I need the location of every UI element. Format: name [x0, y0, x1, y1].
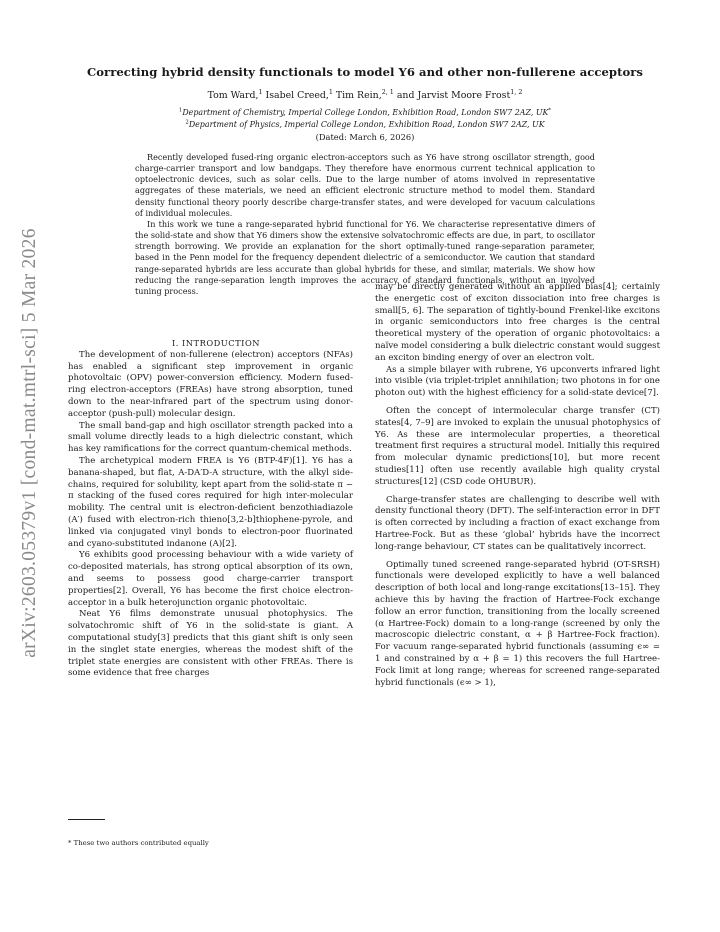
affiliation-number: 1 [178, 107, 183, 114]
body-paragraph: Charge-transfer states are challenging to describe well with density functional theory (DFT). The self-interaction error in DFT is often corrected by including a fraction of exact exchange from Hartree-Fock. But as these ‘global’ hybrids have the incorrect long-range behaviour, CT states can be qualitatively incorrect. [375, 494, 660, 552]
section-heading: I. INTRODUCTION [171, 338, 261, 348]
body-paragraph: Often the concept of intermolecular charge transfer (CT) states[4, 7–9] are invoked to explain the unusual photophysics of Y6. As these are intermolecular properties, a theoretical treatment first requires a structural model. Initially this required from molecular dynamic predictions[10], but more recent studies[11] often use recently available high quality crystal structures[12] (CSD code OHUBUR). [375, 405, 660, 487]
footnote-rule [68, 819, 105, 820]
author-affiliation-mark: 1 [328, 87, 333, 96]
abstract [135, 152, 595, 297]
footnote: * These two authors contributed equally [68, 839, 209, 847]
body-paragraph: Optimally tuned screened range-separated hybrid (OT-SRSH) functionals were developed explicitly to have a well balanced description of both local and long-range excitations[13–15]. They achieve this by having the fraction of Hartree-Fock exchange follow an error function, transitioning from the locally screened (α Hartree-Fock) domain to a long-range (screened by only the macroscopic dielectric constant, α + β Hartree-Fock fraction). For vacuum range-separated hybrid functionals (assuming ϵ∞ = 1 and constrained by α + β = 1) this recovers the full Hartree-Fock limit at long range; whereas for screened range-separated hybrid functionals (ϵ∞ > 1), [375, 559, 660, 688]
right-column [375, 282, 660, 689]
author-affiliation-mark: 2, 1 [381, 87, 394, 96]
body-paragraph: The development of non-fullerene (electron) acceptors (NFAs) has enabled a significant step improvement in organic photovoltaic (OPV) power-conversion efficiency. Modern fused-ring electron-acceptors (FREAs) have strong absorption, tuned down to the near-infrared part of the spectrum using donor-acceptor (push-pull) molecular design. [68, 349, 353, 419]
author-name: Tim Rein, [332, 90, 382, 101]
left-column [68, 338, 353, 680]
author-name: Tom Ward, [207, 90, 259, 101]
author-name: and Jarvist Moore Frost [393, 90, 511, 101]
arxiv-sidebar-stamp [8, 208, 52, 678]
body-paragraph: Y6 exhibits good processing behaviour with a wide variety of co-deposited materials, has strong optical absorption of its own, and seems to possess good charge-carrier transport properties[2]. Overall, Y6 has become the first choice electron-acceptor in a bulk heterojunction organic photovoltaic. [68, 550, 353, 608]
author-affiliation-mark: 1, 2 [510, 87, 523, 96]
abstract-paragraph: In this work we tune a range-separated hybrid functional for Y6. We characterise representative dimers of the solid-state and show that Y6 dimers show the extensive solvatochromic effects are due, in part, to oscillator strength borrowing. We provide an explanation for the short optimally-tuned range-separation parameter, based in the Penn model for the frequency dependent dielectric of a semiconductor. We caution that standard range-separated hybrids are less accurate than global hybrids for these, and similar, materials. We show how reducing the range-separation length improves the accuracy of standard functionals, without an involved tuning process. [135, 218, 595, 296]
body-paragraph: may be directly generated without an applied bias[4]; certainly the energetic cost of exciton dissociation into free charges is small[5, 6]. The separation of tightly-bound Frenkel-like excitons in organic semiconductors into free charges is the central theoretical mystery of the operation of organic photovoltaics: a naïve model considering a bulk dielectric constant would suggest an exciton binding energy of over an electron volt. [375, 282, 660, 363]
affiliation-number: 2 [185, 119, 189, 126]
affiliation-mark: * [548, 107, 552, 114]
arxiv-identifier: arXiv:2603.05379v1 [cond-mat.mtrl-sci] 5 Mar 2026 [19, 228, 40, 658]
affiliation [60, 108, 670, 117]
author-affiliation-mark: 1 [258, 87, 263, 96]
body-paragraph: Neat Y6 films demonstrate unusual photophysics. The solvatochromic shift of Y6 in the solid-state is giant. A computational study[3] predicts that this giant shift is only seen in the singlet state energies, whereas the modest shift of the triplet state energies are consistent with other FREAs. There is some evidence that free charges [68, 609, 353, 679]
body-paragraph: As a simple bilayer with rubrene, Y6 upconverts infrared light into visible (via triplet-triplet annihilation; two photons in for one photon out) with the highest efficiency for a solid-state device[7]. [375, 364, 660, 399]
affiliation [60, 120, 670, 129]
abstract-paragraph: Recently developed fused-ring organic electron-acceptors such as Y6 have strong oscillator strength, good charge-carrier transport and low bandgaps. They therefore have enormous current technical application to optoelectronic devices, such as solar cells. Due to the large number of atoms involved in representative aggregates of these materials, we need an efficient electronic structure method to model them. Standard density functional theory poorly describe charge-transfer states, and were developed for vacuum calculations of individual molecules. [135, 152, 595, 218]
body-paragraph: The small band-gap and high oscillator strength packed into a small volume directly leads to a high dielectric constant, which has key ramifications for the correct quantum-chemical methods. [68, 420, 353, 455]
date-line: (Dated: March 6, 2026) [315, 132, 415, 142]
body-paragraph: The archetypical modern FREA is Y6 (BTP-4F)[1]. Y6 has a banana-shaped, but flat, A-DA′D-A structure, with the alkyl side-chains, required for solubility, kept apart from the solid-state π − π stacking of the fused cores required for high inter-molecular mobility. The central unit is electron-deficient benzothiadiazole (A′) fused with electron-rich thieno[3,2-b]thiophene-pyrole, and linked via conjugated vinyl bonds to electron-poor fluorinated and cyano-substituted indanone (A)[2]. [68, 455, 353, 549]
affiliation-text: Department of Physics, Imperial College London, Exhibition Road, London SW7 2AZ, UK [188, 120, 545, 129]
affiliation-text: Department of Chemistry, Imperial College London, Exhibition Road, London SW7 2AZ, UK [182, 108, 549, 117]
author-list [60, 87, 670, 101]
author-name: Isabel Creed, [262, 90, 329, 101]
paper-title: Correcting hybrid density functionals to model Y6 and other non-fullerene acceptors [86, 65, 644, 79]
